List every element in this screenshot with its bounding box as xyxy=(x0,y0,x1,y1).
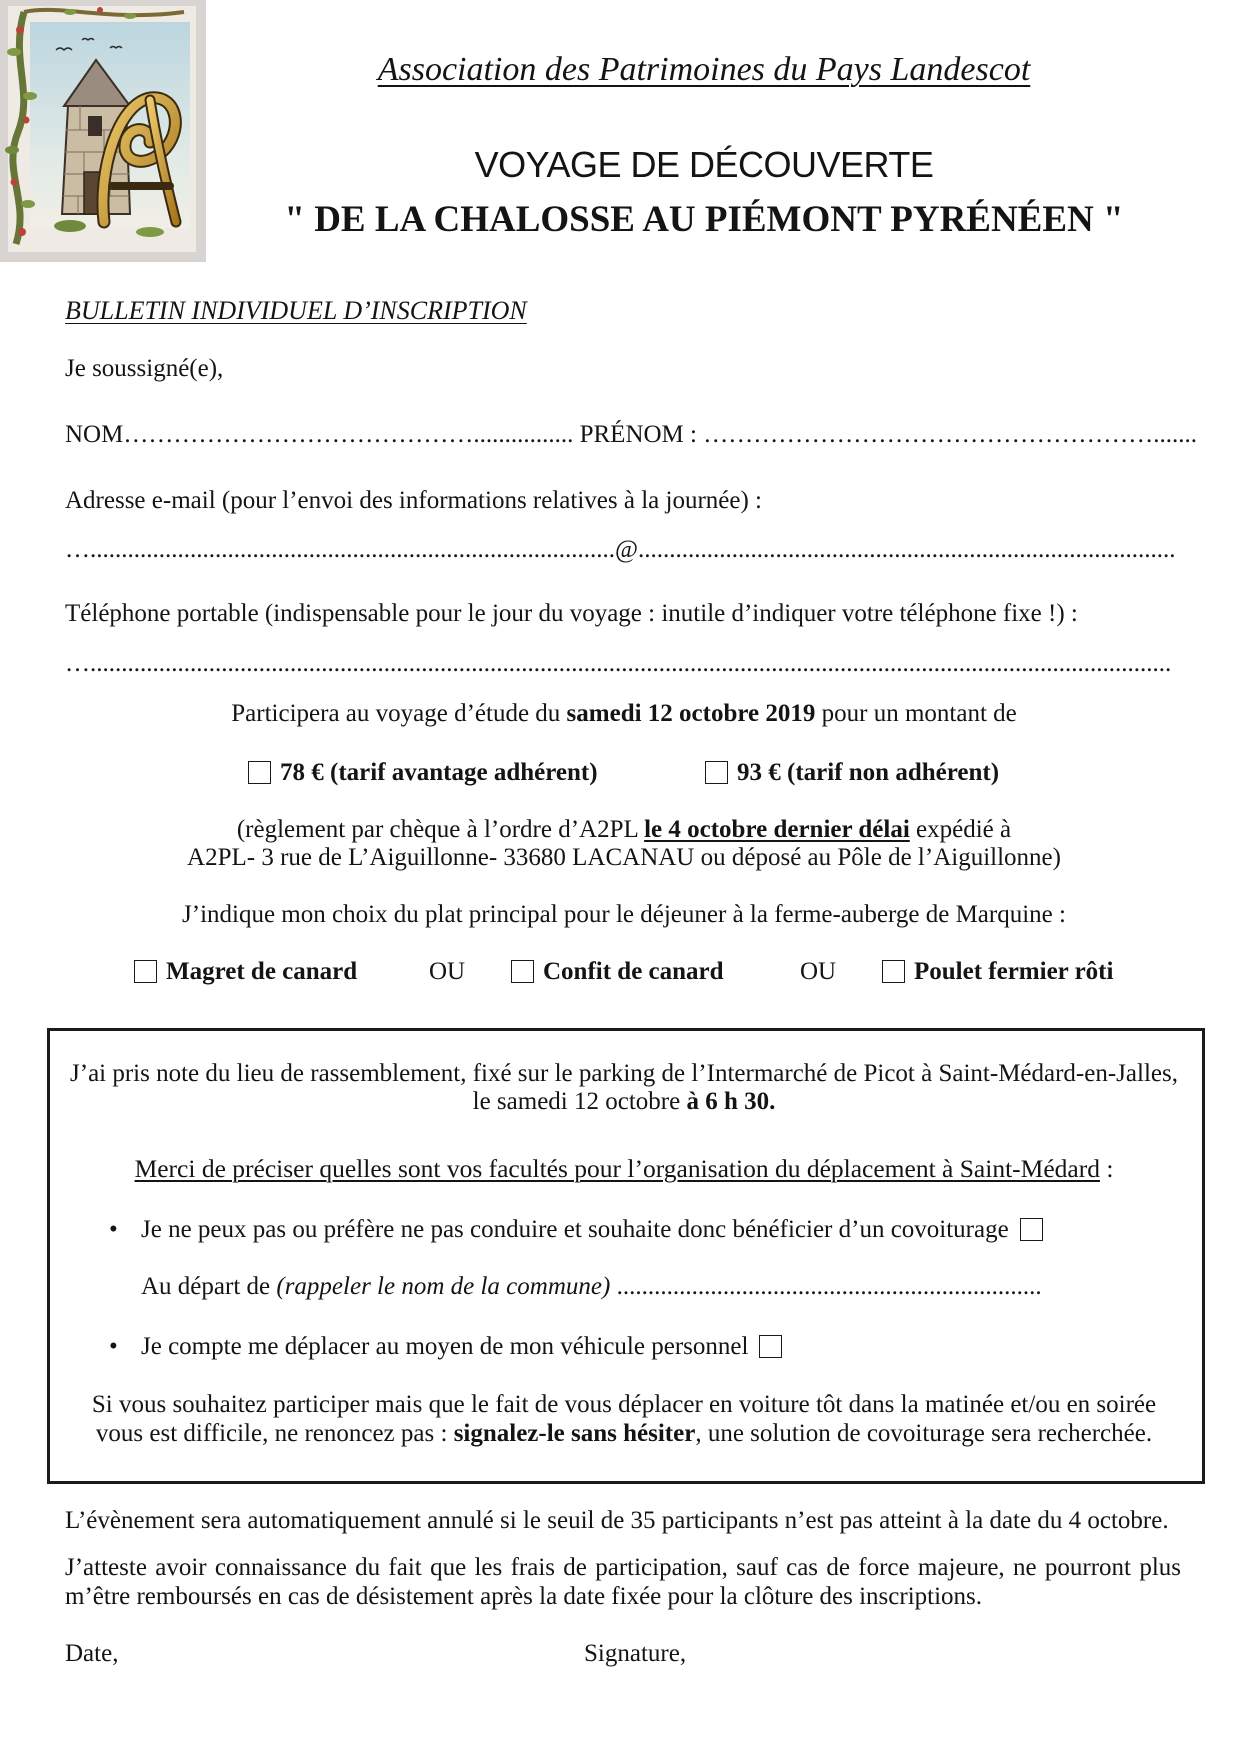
form-heading: BULLETIN INDIVIDUEL D’INSCRIPTION xyxy=(65,296,527,325)
cancellation-notice: L’évènement sera automatiquement annulé si le seuil de 35 participants n’est pas atteint à la date du 4 octobre. xyxy=(65,1507,1169,1534)
meal-prompt: J’indique mon choix du plat principal pour le déjeuner à la ferme-auberge de Marquine : xyxy=(182,901,1066,928)
departure-label: Au départ de xyxy=(141,1273,277,1300)
meal-poulet-label: Poulet fermier rôti xyxy=(914,958,1114,985)
transport-question-text: Merci de préciser quelles sont vos facultés pour l’organisation du déplacement à Saint-Médard xyxy=(134,1154,1100,1183)
tariff-non-member-label: 93 € (tarif non adhérent) xyxy=(737,759,1000,786)
nom-label: NOM xyxy=(65,421,124,448)
checkbox-own-car[interactable] xyxy=(759,1335,782,1358)
checkbox-tariff-non-member[interactable] xyxy=(705,761,728,784)
meal-confit-label: Confit de canard xyxy=(543,958,724,985)
participation-before: Participera au voyage d’étude du xyxy=(231,700,567,727)
checkbox-carpool[interactable] xyxy=(1020,1218,1043,1241)
checkbox-tariff-member[interactable] xyxy=(248,761,271,784)
participation-text xyxy=(65,699,1183,728)
note-emphasis: signalez-le sans hésiter xyxy=(453,1420,696,1447)
option-carpool-label: Je ne peux pas ou préfère ne pas conduire et souhaite donc bénéficier d’un covoiturage xyxy=(141,1216,1009,1243)
tariff-option-non-member[interactable] xyxy=(705,758,999,787)
bullet-icon: • xyxy=(109,1333,118,1360)
prenom-label: PRÉNOM : xyxy=(573,421,704,448)
meeting-time: à 6 h 30. xyxy=(686,1088,776,1115)
departure-row xyxy=(141,1272,1042,1301)
nom-field[interactable]: ……………………………………................ xyxy=(123,421,574,448)
option-own-car[interactable] xyxy=(109,1332,782,1361)
meeting-place-text: J’ai pris note du lieu de rassemblement, fixé sur le parking de l’Intermarché de Picot à Saint-Médard-en-Jalles, xyxy=(70,1060,1178,1087)
phone-field[interactable]: …............................................................................................................................................................................. xyxy=(65,650,1172,677)
participation-date: samedi 12 octobre 2019 xyxy=(566,700,816,727)
payment-line xyxy=(65,815,1183,844)
trip-type: VOYAGE DE DÉCOUVERTE xyxy=(474,144,934,185)
tariff-member-label: 78 € (tarif avantage adhérent) xyxy=(280,759,598,786)
meeting-time-text xyxy=(65,1087,1183,1116)
meeting-date: le samedi 12 octobre xyxy=(472,1088,687,1115)
name-row xyxy=(65,420,1197,449)
departure-field[interactable]: .................................................................... xyxy=(610,1273,1042,1300)
option-carpool[interactable] xyxy=(109,1215,1043,1244)
association-logo xyxy=(0,0,206,262)
note-before: vous est difficile, ne renoncez pas : xyxy=(95,1420,454,1447)
attestation-line-2: m’être remboursés en cas de désistement après la date fixée pour la clôture des inscriptions. xyxy=(65,1583,983,1610)
prenom-field[interactable]: ………………………………………………....... xyxy=(703,421,1197,448)
attestation-line-1: J’atteste avoir connaissance du fait que les frais de participation, sauf cas de force majeure, ne pourront plus xyxy=(65,1554,1181,1581)
payment-after: expédié à xyxy=(909,816,1012,843)
or-separator: OU xyxy=(429,958,466,985)
meal-option-poulet[interactable] xyxy=(882,957,1113,986)
checkbox-meal-magret[interactable] xyxy=(134,960,157,983)
checkbox-meal-confit[interactable] xyxy=(511,960,534,983)
meal-option-magret[interactable] xyxy=(134,957,357,986)
date-label: Date, xyxy=(65,1640,119,1667)
phone-label: Téléphone portable (indispensable pour le jour du voyage : inutile d’indiquer votre téléphone fixe !) : xyxy=(65,600,1078,627)
checkbox-meal-poulet[interactable] xyxy=(882,960,905,983)
meal-magret-label: Magret de canard xyxy=(166,958,358,985)
trip-title: " DE LA CHALOSSE AU PIÉMONT PYRÉNÉEN " xyxy=(284,199,1124,240)
note-line-2 xyxy=(65,1419,1183,1448)
bullet-icon: • xyxy=(109,1216,118,1243)
payment-before: (règlement par chèque à l’ordre d’A2PL xyxy=(236,816,645,843)
transport-question-suffix: : xyxy=(1099,1154,1114,1183)
participation-after: pour un montant de xyxy=(815,700,1017,727)
payment-address: A2PL- 3 rue de L’Aiguillonne- 33680 LACANAU ou déposé au Pôle de l’Aiguillonne) xyxy=(187,844,1061,871)
tariff-option-member[interactable] xyxy=(248,758,598,787)
option-own-car-label: Je compte me déplacer au moyen de mon véhicule personnel xyxy=(141,1333,749,1360)
meeting-info-box xyxy=(47,1028,1205,1484)
signature-label: Signature, xyxy=(584,1640,687,1667)
association-name: Association des Patrimoines du Pays Landescot xyxy=(377,51,1031,88)
payment-deadline: le 4 octobre dernier délai xyxy=(644,816,910,843)
transport-question xyxy=(65,1154,1183,1183)
intro-text: Je soussigné(e), xyxy=(65,355,224,382)
departure-hint: (rappeler le nom de la commune) xyxy=(276,1273,611,1300)
or-separator: OU xyxy=(800,958,837,985)
email-field[interactable]: …....................................................................................@...................................................................................... xyxy=(65,536,1176,563)
note-line-1: Si vous souhaitez participer mais que le fait de vous déplacer en voiture tôt dans la matinée et/ou en soirée xyxy=(91,1391,1157,1418)
meal-option-confit[interactable] xyxy=(511,957,724,986)
email-label: Adresse e-mail (pour l’envoi des informations relatives à la journée) : xyxy=(65,487,762,514)
note-after: , une solution de covoiturage sera recherchée. xyxy=(695,1420,1153,1447)
